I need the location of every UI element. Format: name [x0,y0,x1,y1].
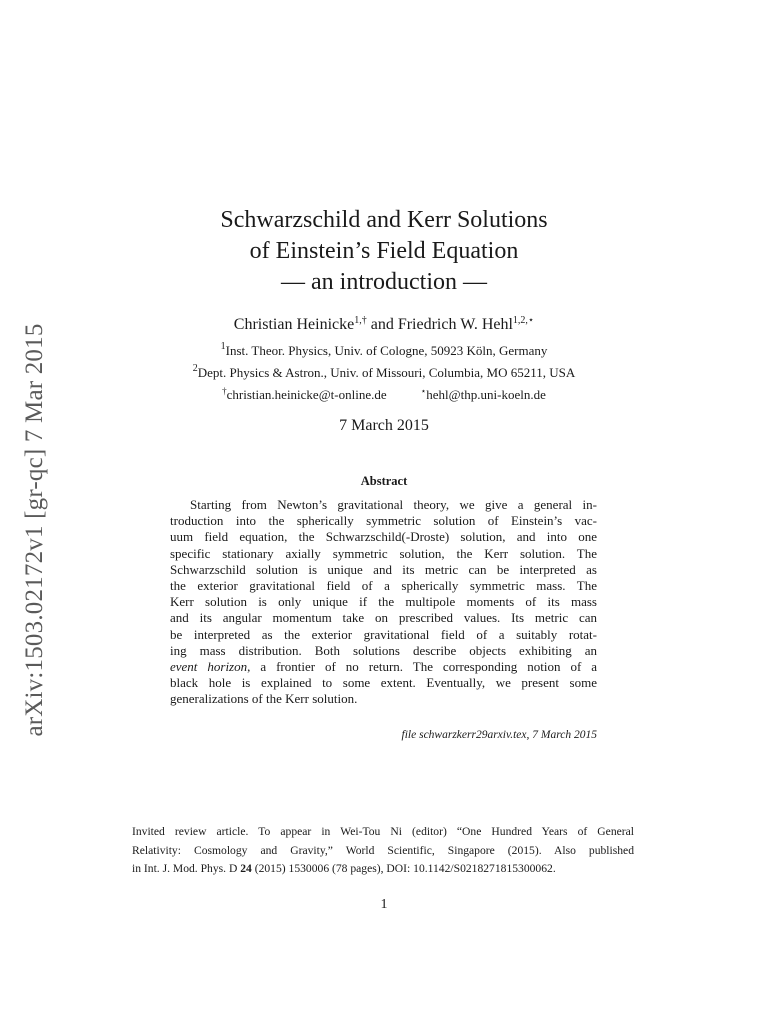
author-list [0,316,768,334]
paper-date: 7 March 2015 [339,417,429,434]
abstract-line: be interpreted as the exterior gravitational field of a suitably rotat- [170,626,597,642]
affiliation-1 [0,343,768,359]
email-2-mark: ⋆ [420,386,427,396]
abstract-line: Starting from Newton’s gravitational theory, we give a general in- [190,497,597,512]
publication-footnote [132,823,634,879]
page-number: 1 [380,897,388,912]
email-1-link[interactable]: christian.heinicke@t-online.de [226,387,387,402]
footnote-line: Invited review article. To appear in Wei-Tou Ni (editor) “One Hundred Years of General [132,825,634,838]
abstract-line: black hole is explained to some extent. Eventually, we present some [170,675,597,691]
author-emails [0,387,768,403]
affiliation-2-text: Dept. Physics & Astron., Univ. of Missouri, Columbia, MO 65211, USA [197,365,576,380]
author-2-affiliation-mark: 1,2,⋆ [512,315,535,326]
abstract-line-with-emphasis [170,659,597,675]
abstract-line-rest: , a frontier of no return. The corresponding notion of a [247,658,598,674]
abstract-line: Kerr solution is only unique if the multipole moments of its mass [170,594,597,610]
title-line-3: — an introduction — [281,269,487,295]
event-horizon-term: event horizon [170,658,248,674]
abstract-line: uum field equation, the Schwarzschild(-Droste) solution, and into one [170,529,597,545]
author-1-affiliation-mark: 1,† [354,315,367,326]
footnote-line-citation [132,860,634,879]
abstract-line: troduction into the spherically symmetric solution of Einstein’s vac- [170,513,597,529]
file-note: file schwarzkerr29arxiv.tex, 7 March 2015 [401,729,597,741]
title-line-2: of Einstein’s Field Equation [249,238,519,264]
title-line-1: Schwarzschild and Kerr Solutions [220,207,548,233]
affiliation-1-mark: 1 [220,341,226,352]
abstract-line: the exterior gravitational field of a spherically symmetric mass. The [170,577,597,593]
footnote-doi: (2015) 1530006 (78 pages), DOI: 10.1142/S0218271815300062. [251,862,556,875]
paper-title [0,205,768,298]
footnote-volume: 24 [240,862,252,875]
abstract-line: Schwarzschild solution is unique and its metric can be interpreted as [170,561,597,577]
affiliation-1-text: Inst. Theor. Physics, Univ. of Cologne, 50923 Köln, Germany [225,343,548,358]
abstract-line: ing mass distribution. Both solutions describe objects exhibiting an [170,642,597,658]
affiliation-2-mark: 2 [192,363,198,374]
abstract-line: and its angular momentum take on prescribed values. Its metric can [170,610,597,626]
email-1-mark: † [222,386,227,396]
author-2-name: Friedrich W. Hehl [397,316,513,333]
footnote-line: Relativity: Cosmology and Gravity,” World Scientific, Singapore (2015). Also published [132,843,634,857]
footnote-journal: in Int. J. Mod. Phys. D [132,862,241,875]
author-1-name: Christian Heinicke [233,316,355,333]
abstract-line: specific stationary axially symmetric solution, the Kerr solution. The [170,545,597,561]
abstract-heading: Abstract [360,474,408,488]
email-2-link[interactable]: hehl@thp.uni-koeln.de [426,387,546,402]
author-connector: and [366,316,398,333]
arxiv-identifier: arXiv:1503.02172v1 [gr-qc] 7 Mar 2015 [21,323,48,737]
affiliation-2 [0,365,768,381]
abstract-line: generalizations of the Kerr solution. [170,691,358,707]
abstract-body [170,497,597,707]
